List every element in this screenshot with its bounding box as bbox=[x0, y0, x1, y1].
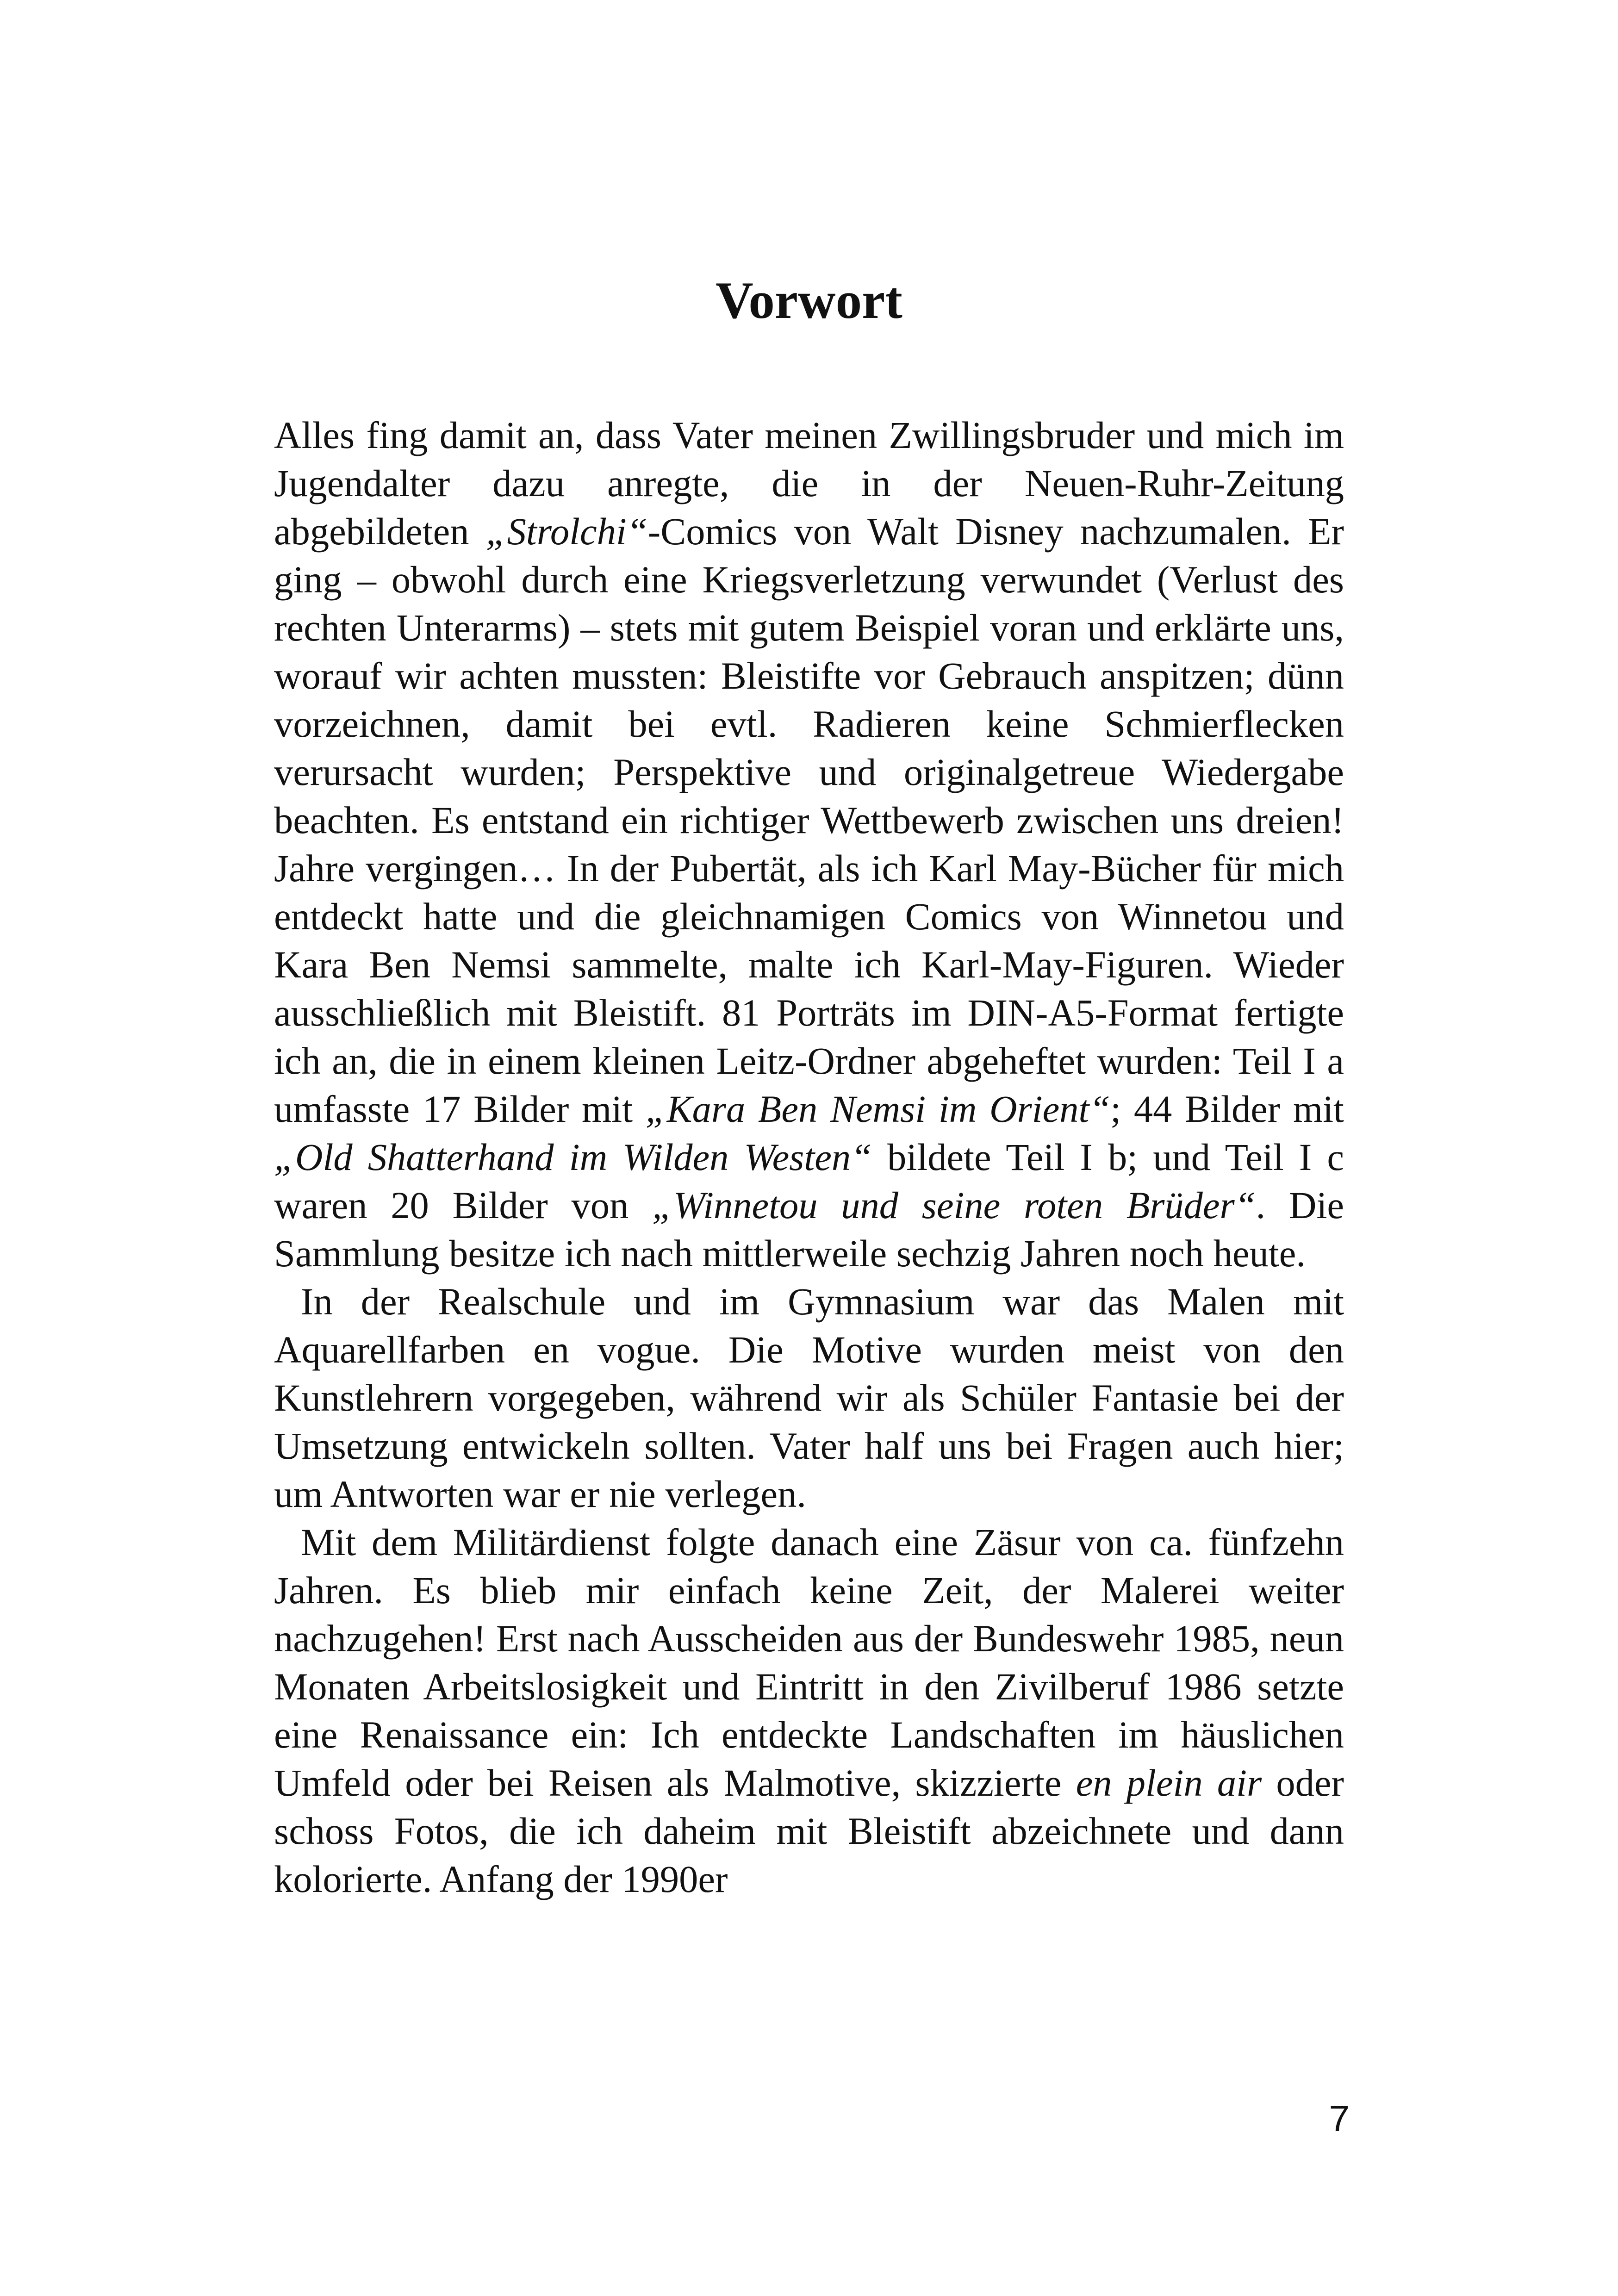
italic-text: „Strolchi“ bbox=[485, 510, 648, 553]
text-run: bildete Teil I b; und Teil I c waren 20 Bilder von bbox=[274, 1136, 1344, 1226]
paragraph bbox=[274, 1277, 1344, 1518]
page-title: Vorwort bbox=[716, 272, 902, 330]
italic-text: en plein air bbox=[1076, 1761, 1262, 1804]
text-run: In der Realschule und im Gymnasium war das Malen mit Aquarellfarben en vogue. Die Motive wurden meist von den Kunstlehrern vorgegeben, während wir als Schüler Fantasie bei der Umsetzung entwickeln sollten. Vater half uns bei Fragen auch hier; um Antworten war er nie verlegen. bbox=[274, 1280, 1344, 1515]
text-run: oder schoss Fotos, die ich daheim mit Bleistift abzeichnete und dann kolorierte. Anfang der 1990er bbox=[274, 1761, 1344, 1900]
italic-text: „Old Shatterhand im Wilden Westen“ bbox=[274, 1136, 872, 1178]
text-run: -Comics von Walt Disney nachzumalen. Er ging – obwohl durch eine Kriegsverletzung verwundet (Verlust des rechten Unterarms) – stets mit gutem Beispiel voran und erklärte uns, worauf wir achten mussten: Bleistifte vor Gebrauch anspitzen; dünn vorzeichnen, damit bei evtl. Radieren keine Schmierflecken verursacht wurden; Perspektive und originalgetreue Wiedergabe beachten. Es entstand ein richtiger Wettbewerb zwischen uns dreien! Jahre vergingen… In der Pubertät, als ich Karl May-Bücher für mich entdeckt hatte und die gleichnamigen Comics von Winnetou und Kara Ben Nemsi sammelte, malte ich Karl-May-Figuren. Wieder ausschließlich mit Bleistift. 81 Porträts im DIN-A5-Format fertigte ich an, die in einem kleinen Leitz-Ordner abgeheftet wurden: Teil I a umfasste 17 Bilder mit bbox=[274, 510, 1344, 1130]
page-number: 7 bbox=[1329, 2098, 1350, 2139]
text-run: Alles fing damit an, dass Vater meinen Zwillingsbruder und mich im Jugendalter dazu anregte, die in der Neuen-Ruhr-Zeitung abgebildeten bbox=[274, 414, 1344, 553]
text-run: Mit dem Militärdienst folgte danach eine Zäsur von ca. fünfzehn Jahren. Es blieb mir einfach keine Zeit, der Malerei weiter nachzugehen! Erst nach Ausscheiden aus der Bundeswehr 1985, neun Monaten Arbeitslosigkeit und Eintritt in den Zivilberuf 1986 setzte eine Renaissance ein: Ich entdeckte Landschaften im häuslichen Umfeld oder bei Reisen als Malmotive, skizzierte bbox=[274, 1521, 1344, 1804]
italic-text: „Winnetou und seine roten Brüder“ bbox=[652, 1184, 1256, 1226]
text-run: ; 44 Bilder mit bbox=[1110, 1088, 1344, 1130]
body-text bbox=[274, 411, 1344, 1903]
paragraph bbox=[274, 411, 1344, 1277]
paragraph bbox=[274, 1518, 1344, 1903]
text-run: . Die Sammlung besitze ich nach mittlerweile sechzig Jahren noch heute. bbox=[274, 1184, 1344, 1275]
italic-text: „Kara Ben Nemsi im Orient“ bbox=[645, 1088, 1111, 1130]
